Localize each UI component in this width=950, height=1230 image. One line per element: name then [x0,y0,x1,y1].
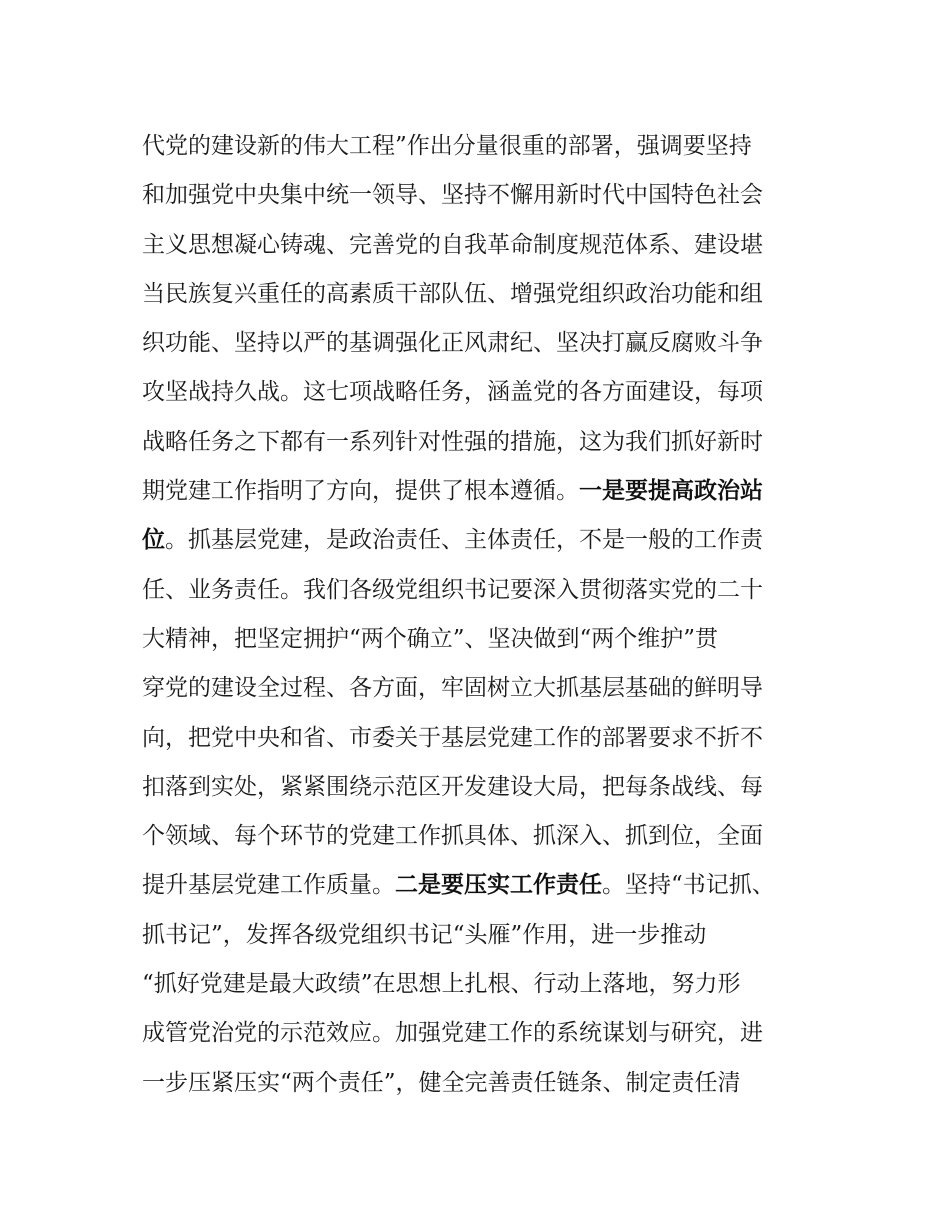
body-text-run: 织功能、坚持以严的基调强化正风肃纪、坚决打赢反腐败斗争 [142,330,763,357]
text-line [142,368,842,417]
bold-heading-text: 一是要提高政治站 [579,478,763,505]
text-line [142,418,842,467]
body-text-run: 。抓基层党建，是政治责任、主体责任，不是一般的工作责 [165,527,763,554]
body-text-run: 。坚持“书记抓、 [602,872,775,899]
bold-heading-text: 位 [142,527,165,554]
text-line [142,664,842,713]
body-text-run: 代党的建设新的伟大工程”作出分量很重的部署，强调要坚持 [142,133,752,159]
text-line [142,221,842,270]
bold-heading-text: 二是要压实工作责任 [395,872,602,899]
body-text-run: 任、业务责任。我们各级党组织书记要深入贯彻落实党的二十 [142,576,763,603]
body-text-run: 期党建工作指明了方向，提供了根本遵循。 [142,478,579,505]
text-line [142,861,842,910]
text-line [142,812,842,861]
text-line [142,911,842,960]
body-text-run: 成管党治党的示范效应。加强党建工作的系统谋划与研究，进 [142,1020,763,1047]
text-line [142,467,842,516]
body-text-run: 抓书记”，发挥各级党组织书记“头雁”作用，进一步推动 [142,921,707,948]
body-text-run: 战略任务之下都有一系列针对性强的措施，这为我们抓好新时 [142,428,763,455]
text-line [142,516,842,565]
body-text-run: 主义思想凝心铸魂、完善党的自我革命制度规范体系、建设堪 [142,231,763,258]
body-text-run: 扣落到实处，紧紧围绕示范区开发建设大局，把每条战线、每 [142,773,763,800]
text-line [142,714,842,763]
text-line [142,319,842,368]
text-line [142,1009,842,1058]
body-text-run: 攻坚战持久战。这七项战略任务，涵盖党的各方面建设，每项 [142,379,763,406]
text-line [142,1059,842,1108]
body-text-run: 向，把党中央和省、市委关于基层党建工作的部署要求不折不 [142,724,763,751]
body-text-run: 提升基层党建工作质量。 [142,872,395,899]
body-text-run: 穿党的建设全过程、各方面，牢固树立大抓基层基础的鲜明导 [142,675,763,702]
text-line [142,763,842,812]
text-line [142,566,842,615]
body-text-run: “抓好党建是最大政绩”在思想上扎根、行动上落地，努力形 [142,971,741,998]
body-text-run: 当民族复兴重任的高素质干部队伍、增强党组织政治功能和组 [142,280,763,307]
text-line [142,171,842,220]
text-line [142,615,842,664]
text-line [142,960,842,1009]
text-line [142,270,842,319]
text-line [142,122,842,171]
body-text [142,122,842,1108]
body-text-run: 大精神，把坚定拥护“两个确立”、坚决做到“两个维护”贯 [142,625,719,652]
body-text-run: 和加强党中央集中统一领导、坚持不懈用新时代中国特色社会 [142,182,763,209]
body-text-run: 一步压紧压实“两个责任”，健全完善责任链条、制定责任清 [142,1069,741,1096]
body-text-run: 个领域、每个环节的党建工作抓具体、抓深入、抓到位，全面 [142,823,763,850]
